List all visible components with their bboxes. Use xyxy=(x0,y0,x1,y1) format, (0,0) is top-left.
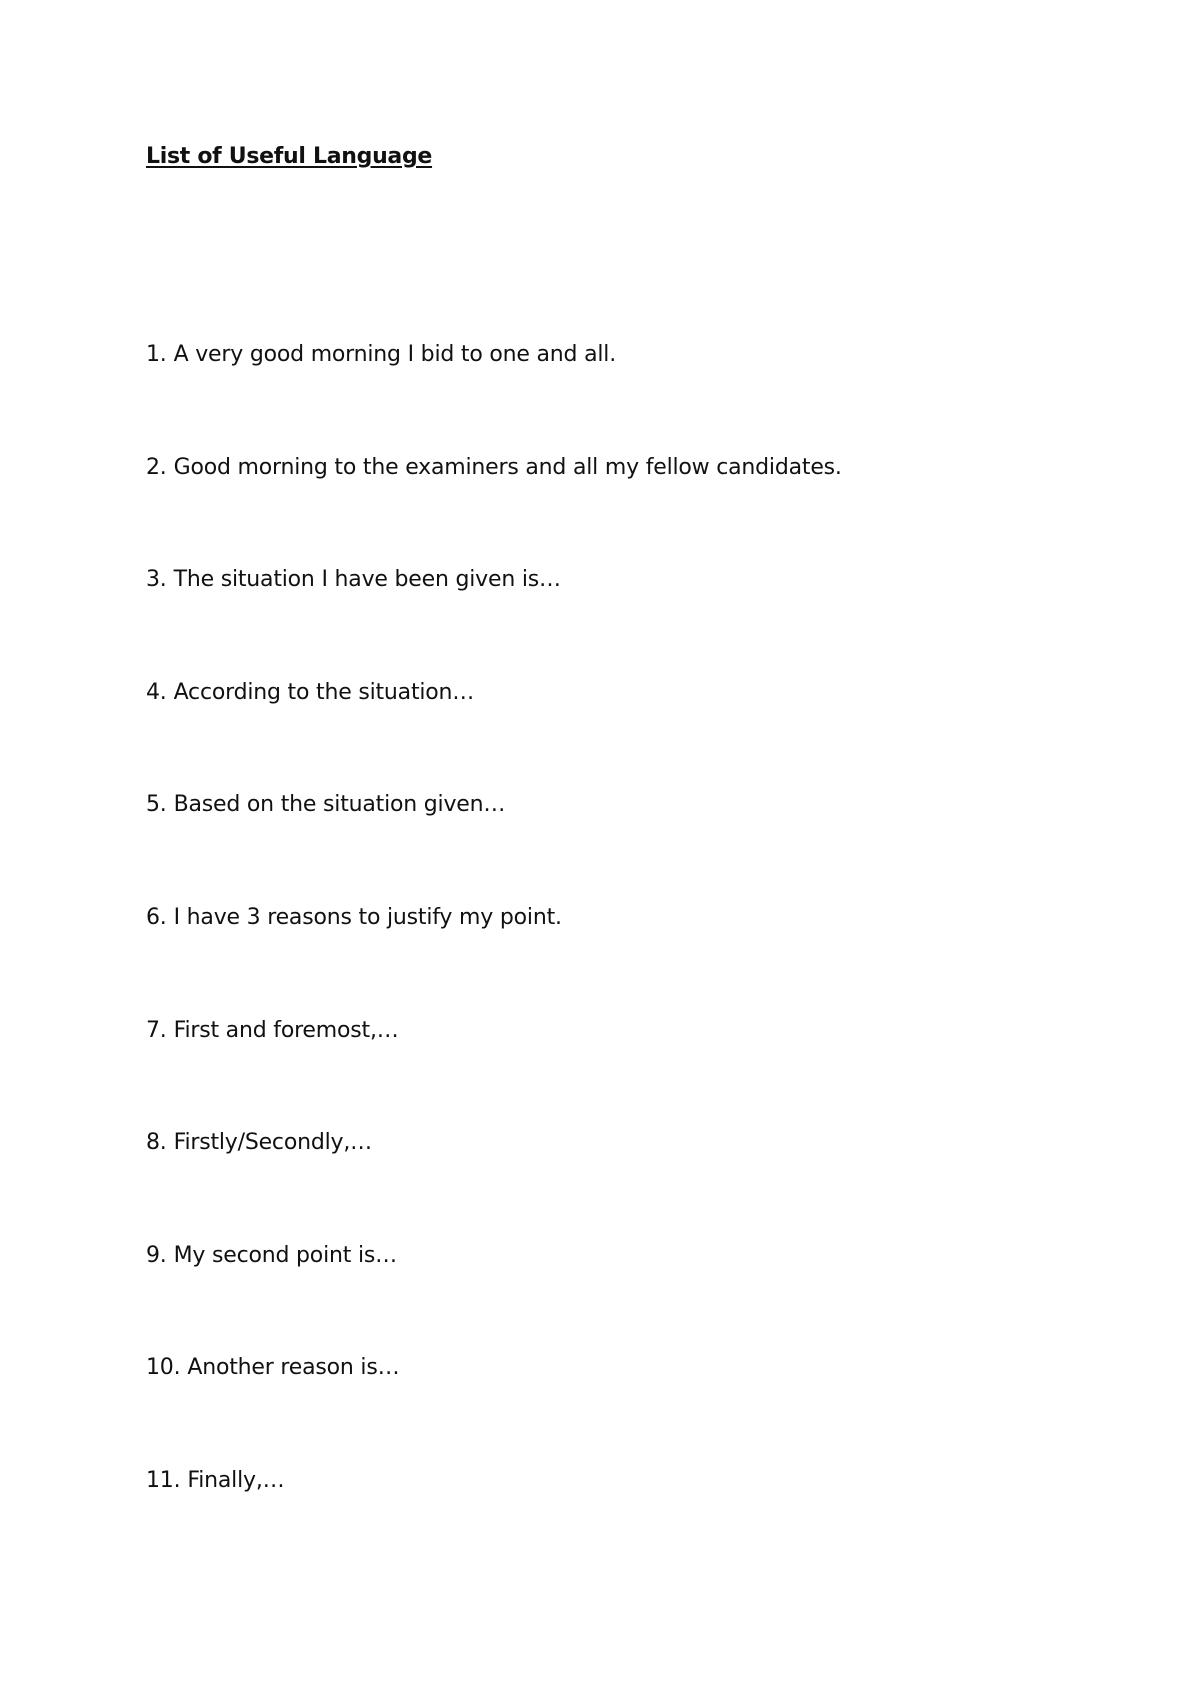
list-item-text: According to the situation… xyxy=(173,679,475,705)
list-item-number: 7. xyxy=(146,1017,167,1043)
list-item xyxy=(146,680,842,793)
list-item xyxy=(146,455,842,568)
list-item-number: 2. xyxy=(146,454,167,480)
list-item xyxy=(146,792,842,905)
useful-language-list xyxy=(146,342,842,1581)
list-item-text: My second point is… xyxy=(173,1242,397,1268)
list-item-text: I have 3 reasons to justify my point. xyxy=(173,904,562,930)
list-item-number: 8. xyxy=(146,1130,167,1156)
list-item-number: 10. xyxy=(146,1355,181,1381)
list-item-number: 4. xyxy=(146,679,167,705)
list-item-number: 6. xyxy=(146,904,167,930)
list-item-text: Another reason is… xyxy=(187,1355,400,1381)
list-item-number: 11. xyxy=(146,1467,181,1493)
list-item-text: Finally,… xyxy=(187,1467,285,1493)
list-item-text: Good morning to the examiners and all my fellow candidates. xyxy=(173,454,842,480)
list-item-text: The situation I have been given is… xyxy=(173,567,561,593)
list-item-number: 9. xyxy=(146,1242,167,1268)
list-item-number: 5. xyxy=(146,792,167,818)
list-item xyxy=(146,1355,842,1468)
list-item-text: Firstly/Secondly,… xyxy=(173,1130,372,1156)
list-item-number: 1. xyxy=(146,342,167,367)
list-item-text: A very good morning I bid to one and all. xyxy=(173,342,617,367)
list-item-text: First and foremost,… xyxy=(173,1017,399,1043)
list-item-text: Based on the situation given… xyxy=(173,792,506,818)
list-item xyxy=(146,1130,842,1243)
list-item xyxy=(146,1018,842,1131)
list-item xyxy=(146,567,842,680)
list-item xyxy=(146,905,842,1018)
list-item xyxy=(146,1243,842,1356)
list-item xyxy=(146,342,842,455)
list-item-number: 3. xyxy=(146,567,167,593)
page-title: List of Useful Language xyxy=(146,144,433,169)
list-item xyxy=(146,1468,842,1581)
